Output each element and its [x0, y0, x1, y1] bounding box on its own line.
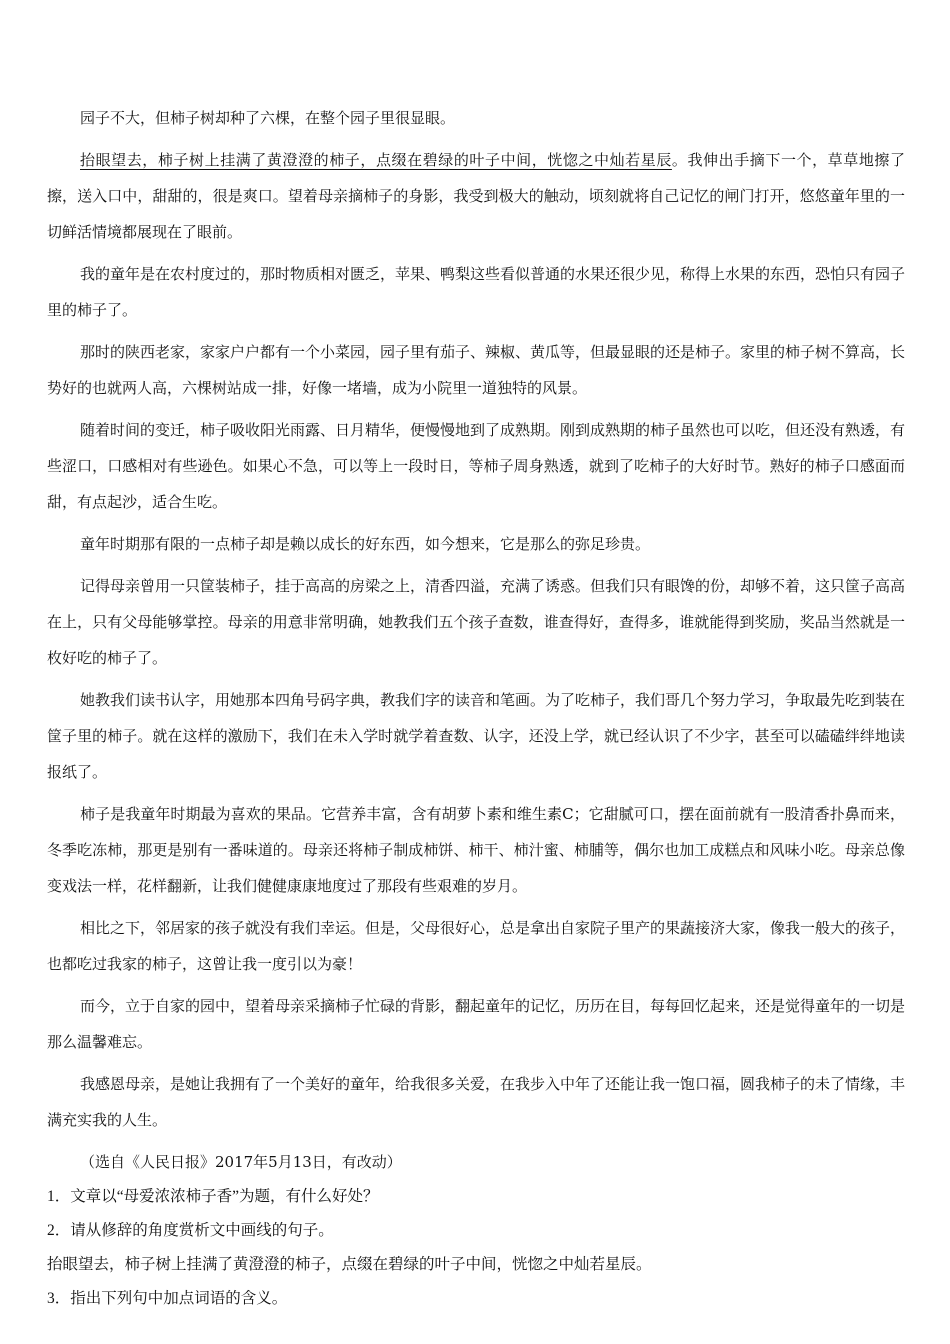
paragraph-6: 童年时期那有限的一点柿子却是赖以成长的好东西，如今想来，它是那么的弥足珍贵。 [80, 535, 651, 553]
underlined-sentence: 抬眼望去，柿子树上挂满了黄澄澄的柿子，点缀在碧绿的叶子中间，恍惚之中灿若星辰 [80, 151, 672, 169]
paragraph-2 [47, 142, 905, 250]
paragraph-10: 相比之下，邻居家的孩子就没有我们幸运。但是，父母很好心，总是拿出自家院子里产的果蔬接济大家，像我一般大的孩子，也都吃过我家的柿子，这曾让我一度引以为豪！ [47, 919, 906, 973]
paragraph-9: 柿子是我童年时期最为喜欢的果品。它营养丰富，含有胡萝卜素和维生素C；它甜腻可口，摆在面前就有一股清香扑鼻而来，冬季吃冻柿，那更是别有一番味道的。母亲还将柿子制成柿饼、柿干、柿汁蜜、柿脯等，偶尔也加工成糕点和风味小吃。母亲总像变戏法一样，花样翻新，让我们健健康康地度过了那段有些艰难的岁月。 [47, 805, 905, 895]
question-1: 1．文章以“母爱浓浓柿子香”为题，有什么好处？ [47, 1188, 379, 1205]
paragraph-3: 我的童年是在农村度过的，那时物质相对匮乏，苹果、鸭梨这些看似普通的水果还很少见，称得上水果的东西，恐怕只有园子里的柿子了。 [47, 265, 906, 319]
question-2-sentence: 抬眼望去，柿子树上挂满了黄澄澄的柿子，点缀在碧绿的叶子中间，恍惚之中灿若星辰。 [47, 1256, 652, 1273]
paragraph-11: 而今，立于自家的园中，望着母亲采摘柿子忙碌的背影，翻起童年的记忆，历历在目，每每回忆起来，还是觉得童年的一切是那么温馨难忘。 [47, 997, 906, 1051]
paragraph-12: 我感恩母亲，是她让我拥有了一个美好的童年，给我很多关爱，在我步入中年了还能让我一饱口福，圆我柿子的未了情缘，丰满充实我的人生。 [47, 1075, 906, 1129]
paragraph-5: 随着时间的变迁，柿子吸收阳光雨露、日月精华，便慢慢地到了成熟期。刚到成熟期的柿子虽然也可以吃，但还没有熟透，有些涩口，口感相对有些逊色。如果心不急，可以等上一段时日，等柿子周身熟透，就到了吃柿子的大好时节。熟好的柿子口感面而甜，有点起沙，适合生吃。 [47, 421, 906, 511]
question-3: 3．指出下列句中加点词语的含义。 [47, 1290, 288, 1307]
article-source: （选自《人民日报》2017年5月13日，有改动） [80, 1153, 402, 1171]
paragraph-8: 她教我们读书认字，用她那本四角号码字典，教我们字的读音和笔画。为了吃柿子，我们哥几个努力学习，争取最先吃到装在筐子里的柿子。就在这样的激励下，我们在未入学时就学着查数、认字，还没上学，就已经认识了不少字，甚至可以磕磕绊绊地读报纸了。 [47, 691, 906, 781]
paragraph-4: 那时的陕西老家，家家户户都有一个小菜园，园子里有茄子、辣椒、黄瓜等，但最显眼的还是柿子。家里的柿子树不算高，长势好的也就两人高，六棵树站成一排，好像一堵墙，成为小院里一道独特的风景。 [47, 343, 906, 397]
article-body [47, 100, 905, 1316]
paragraph-2-rest: 。我伸出手摘下一个，草草地擦了擦，送入口中，甜甜的，很是爽口。望着母亲摘柿子的身影，我受到极大的触动，顷刻就将自己记忆的闸门打开，悠悠童年里的一切鲜活情境都展现在了眼前。 [47, 151, 905, 241]
question-2: 2．请从修辞的角度赏析文中画线的句子。 [47, 1222, 334, 1239]
paragraph-7: 记得母亲曾用一只筐装柿子，挂于高高的房梁之上，清香四溢，充满了诱惑。但我们只有眼馋的份，却够不着，这只筐子高高在上，只有父母能够掌控。母亲的用意非常明确，她教我们五个孩子查数，谁查得好，查得多，谁就能得到奖励，奖品当然就是一枚好吃的柿子了。 [47, 577, 906, 667]
paragraph-1: 园子不大，但柿子树却种了六棵，在整个园子里很显眼。 [80, 109, 456, 127]
